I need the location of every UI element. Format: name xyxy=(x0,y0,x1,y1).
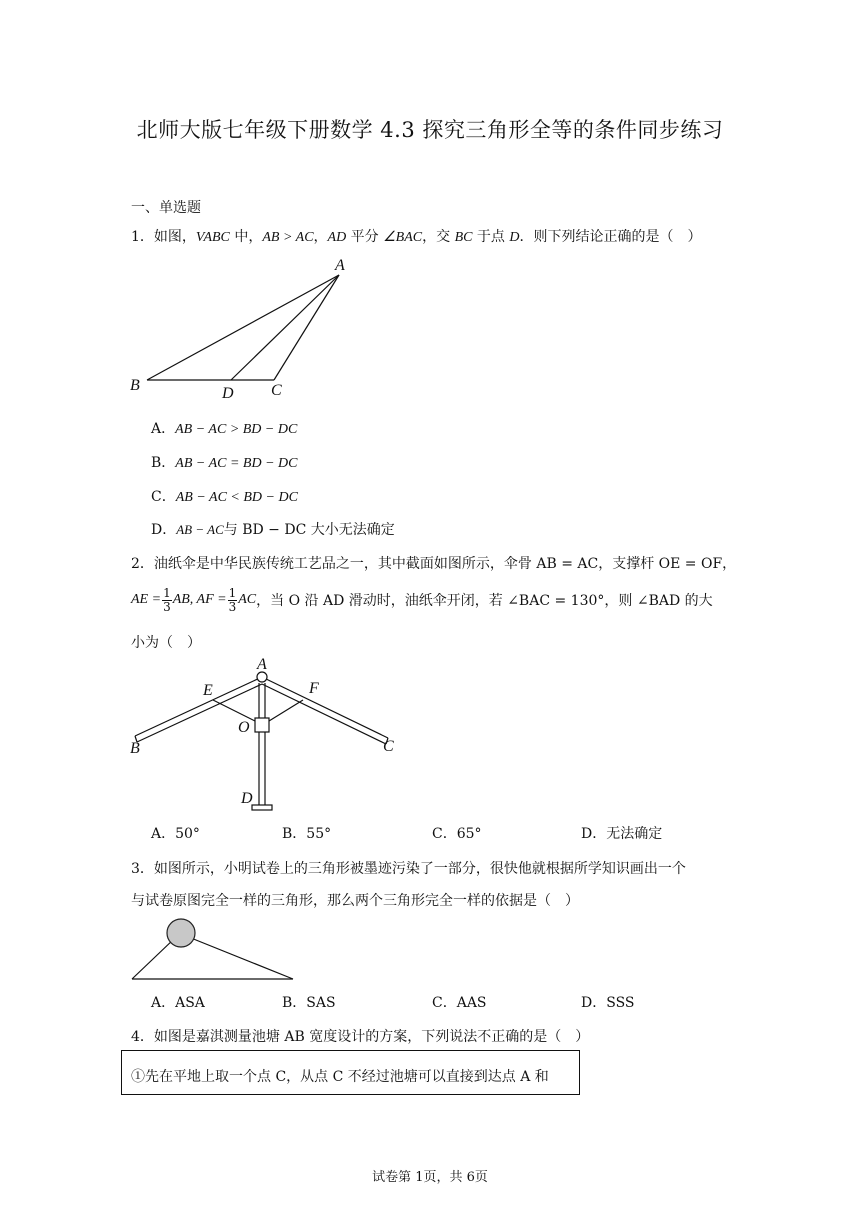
option-suffix: 与 BD − DC 大小无法确定 xyxy=(223,522,395,538)
q3-left-side xyxy=(132,938,175,979)
q2-slider-o xyxy=(255,718,269,732)
page-footer: 试卷第 1页，共 6页 xyxy=(372,1170,488,1185)
q1-label-a: A xyxy=(335,257,345,274)
q1-math-1: AB > AC xyxy=(262,230,314,245)
q2-fraction-2 xyxy=(228,587,238,614)
q2-option-b[interactable]: B．55° xyxy=(282,826,332,842)
question-4-line-1: 4．如图是嘉淇测量池塘 AB 宽度设计的方案，下列说法不正确的是（ ） xyxy=(131,1029,590,1045)
q1-option-b[interactable] xyxy=(151,452,298,472)
option-math: AB − AC < BD − DC xyxy=(175,490,298,505)
q2-math-ab-af: AB, AF = xyxy=(172,592,227,607)
q3-option-b[interactable]: B．SAS xyxy=(282,995,336,1011)
q2-label-f: F xyxy=(309,680,319,697)
fraction-denominator: 3 xyxy=(163,599,171,614)
q2-math-ae: AE = xyxy=(131,592,162,607)
q1-label-c: C xyxy=(271,382,282,399)
q1-math-3: ∠BAC xyxy=(383,230,423,245)
option-letter: D． xyxy=(151,522,177,538)
q1-text-4: ，交 xyxy=(422,229,455,245)
q1-prefix: 1．如图， xyxy=(131,229,196,245)
q2-hub-a xyxy=(257,672,267,682)
q1-math-4: BC xyxy=(454,230,473,245)
q1-triangle-symbol: V xyxy=(195,230,204,245)
q2-option-d[interactable]: D．无法确定 xyxy=(581,826,663,842)
q1-text-1: 中， xyxy=(229,229,263,245)
q3-option-d[interactable]: D．SSS xyxy=(581,995,635,1011)
q1-option-a[interactable] xyxy=(151,418,297,438)
q3-right-side xyxy=(191,938,293,979)
q1-text-6: ．则下列结论正确的是（ ） xyxy=(519,229,702,245)
question-2-line-2 xyxy=(131,582,713,618)
q3-option-a[interactable]: A．ASA xyxy=(151,995,205,1011)
ink-stain xyxy=(167,919,195,947)
q2-math-ac: AC xyxy=(238,592,257,607)
option-math: AB − AC = BD − DC xyxy=(175,456,298,471)
fraction-numerator: 1 xyxy=(163,585,171,600)
q1-triangle-figure xyxy=(120,250,360,405)
q2-label-d: D xyxy=(241,790,253,807)
q2-label-c: C xyxy=(383,738,394,755)
q1-option-d[interactable] xyxy=(151,519,395,539)
question-2-line-1: 2．油纸伞是中华民族传统工艺品之一，其中截面如图所示，伞骨 AB = AC，支撑杆 OE = OF， xyxy=(131,556,737,572)
q1-bisector-ad xyxy=(231,275,339,380)
q2-base xyxy=(252,805,272,810)
q4-method-text: ①先在平地上取一个点 C，从点 C 不经过池塘可以直接到达点 A 和 xyxy=(131,1069,549,1085)
q1-math-2: AD xyxy=(327,230,347,245)
q1-side-ab xyxy=(147,275,339,380)
q3-option-c[interactable]: C．AAS xyxy=(432,995,487,1011)
q1-text-2: ， xyxy=(313,229,328,245)
q2-strut-of xyxy=(269,700,303,721)
q2-label-o: O xyxy=(238,719,250,736)
q1-option-c[interactable] xyxy=(151,486,298,506)
option-math: AB − AC > BD − DC xyxy=(175,422,298,437)
section-heading: 一、单选题 xyxy=(131,200,201,216)
q2-option-c[interactable]: C．65° xyxy=(432,826,482,842)
q3-stained-triangle-figure xyxy=(125,913,305,985)
q1-text-5: 于点 xyxy=(472,229,510,245)
q2-text-tail: ，当 O 沿 AD 滑动时，油纸伞开闭，若 ∠BAC = 130°，则 ∠BAD 的大 xyxy=(256,593,713,609)
q1-label-d: D xyxy=(222,385,234,402)
page-title: 北师大版七年级下册数学 4.3 探究三角形全等的条件同步练习 xyxy=(136,118,724,142)
option-letter: A． xyxy=(151,421,176,437)
option-letter: B． xyxy=(151,455,176,471)
q1-text-3: 平分 xyxy=(346,229,384,245)
q1-math-5: D xyxy=(509,230,520,245)
q2-strut-oe xyxy=(213,700,255,721)
q2-rib-ac-outer xyxy=(262,677,388,738)
option-letter: C． xyxy=(151,489,176,505)
q1-side-ac xyxy=(274,275,339,380)
question-1-stem xyxy=(131,226,701,246)
q2-option-a[interactable]: A．50° xyxy=(151,826,200,842)
question-3-line-1: 3．如图所示，小明试卷上的三角形被墨迹污染了一部分，很快他就根据所学知识画出一个 xyxy=(131,861,686,877)
option-math: AB − AC xyxy=(176,522,224,537)
question-3-line-2: 与试卷原图完全一样的三角形，那么两个三角形完全一样的依据是（ ） xyxy=(131,893,579,909)
q2-umbrella-figure xyxy=(125,655,415,817)
q1-triangle-name: ABC xyxy=(203,230,230,245)
fraction-denominator: 3 xyxy=(228,599,237,614)
q2-fraction-1 xyxy=(162,587,172,614)
q1-label-b: B xyxy=(130,377,140,394)
q2-label-a: A xyxy=(257,656,267,673)
q2-label-b: B xyxy=(130,740,140,757)
fraction-numerator: 1 xyxy=(228,585,237,600)
q2-label-e: E xyxy=(203,682,213,699)
question-2-line-3: 小为（ ） xyxy=(131,635,201,651)
